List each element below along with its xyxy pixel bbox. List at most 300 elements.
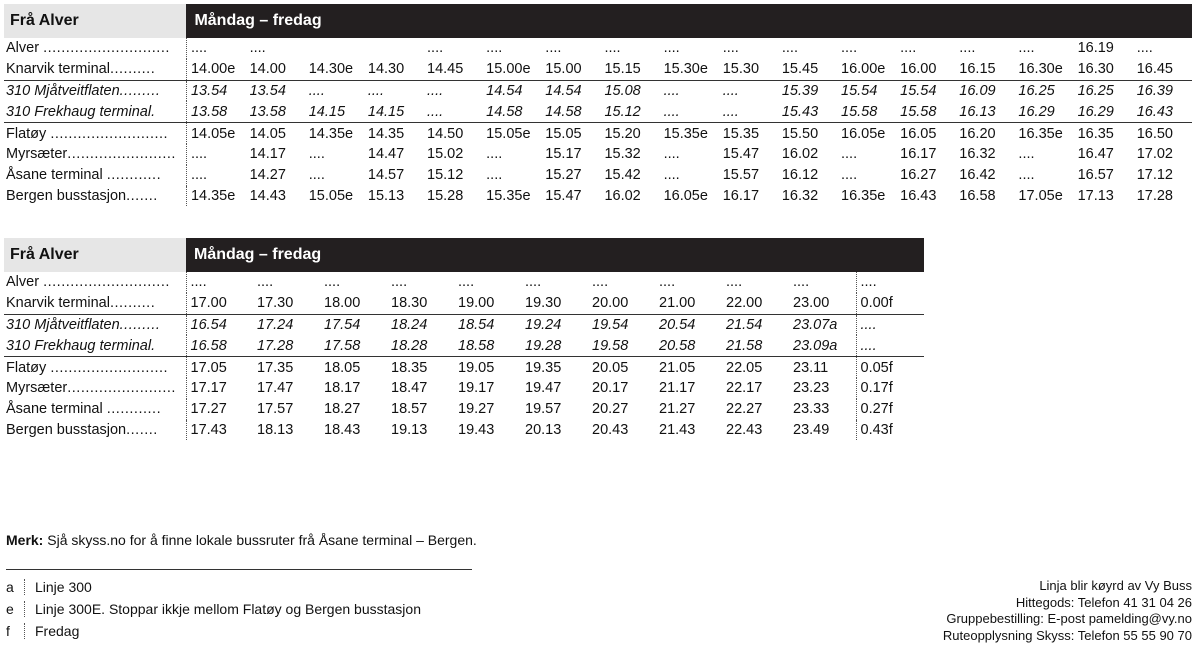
stop-name [4,272,186,293]
departure-time: 16.54 [186,314,253,335]
departure-time: 15.58 [896,101,955,122]
departure-time: 21.58 [722,335,789,356]
departure-time: 13.54 [246,80,305,101]
departure-time: 16.43 [1133,101,1192,122]
departure-time: 14.35 [367,125,405,142]
departure-time: 15.15 [604,61,641,78]
stop-label: 310 Frekhaug terminal [6,337,152,354]
leader-dots: .......... [109,61,156,78]
departure-time: 15.47 [722,146,760,163]
departure-time: 16.25 [1074,80,1133,101]
departure-time [305,38,364,59]
departure-time: 19.43 [458,421,495,438]
stop-label: Flatøy [6,359,51,376]
stop-label: Knarvik terminal [6,295,110,312]
days-label: Måndag – fredag [186,4,1192,38]
departure-time: 15.05e [308,187,354,204]
departure-time: 16.32 [781,187,819,204]
table-row [4,38,1192,59]
departure-time: 15.58 [837,101,896,122]
departure-time: 15.12 [427,167,464,184]
stop-name [4,293,186,314]
departure-time: 0.27f [856,399,924,420]
departure-time: .... [257,274,274,291]
departure-time: 16.58 [959,187,996,204]
departure-time: 19.35 [525,359,562,376]
departure-time: 17.54 [320,314,387,335]
departure-time: 23.33 [793,401,830,418]
departure-time: 17.28 [1136,187,1173,204]
footnote-f [6,623,79,639]
departure-time: 20.43 [592,421,629,438]
departure-time: .... [545,40,562,57]
departure-time: 15.35e [663,125,708,142]
departure-time: .... [663,146,680,163]
stop-label: Alver [6,40,44,57]
departure-time: 0.00f [856,293,924,314]
departure-time: .... [427,40,444,57]
table-row [4,123,1192,144]
departure-time: 20.13 [525,421,562,438]
departure-time: .... [781,40,798,57]
departure-time: .... [793,274,810,291]
departure-time: 17.05e [1018,187,1063,204]
departure-time: 17.05 [190,359,227,376]
departure-time: 16.19 [1077,40,1114,57]
departure-time: 16.30 [1077,61,1114,78]
departure-time [364,38,423,59]
departure-time: 14.15 [364,101,423,122]
table-row [4,186,1192,207]
departure-time: 16.05 [900,125,937,142]
departure-time: 21.27 [659,401,696,418]
footnote-text: Linje 300 [35,579,92,595]
departure-time: 16.43 [900,187,937,204]
departure-time: 16.29 [1074,101,1133,122]
departure-time: 17.57 [257,401,294,418]
lost-property-line: Hittegods: Telefon 41 31 04 26 [1015,594,1192,610]
stop-label: Alver [6,274,44,291]
departure-time: 14.00 [249,61,286,78]
departure-time: 15.47 [545,187,582,204]
departure-time: 22.43 [726,421,763,438]
note-label: Merk: [6,532,44,548]
departure-time: .... [190,146,208,163]
departure-time: 16.17 [900,146,937,163]
group-booking-line: Gruppebestilling: E-post pamelding@vy.no [946,611,1192,626]
departure-time: 15.08 [600,80,659,101]
departure-time: 18.47 [391,380,428,397]
departure-time: .... [900,40,917,57]
stop-name [4,38,186,59]
departure-time: 21.00 [659,295,696,312]
departure-time: 16.42 [959,167,996,184]
departure-time: 15.30 [722,61,760,78]
departure-time: .... [308,167,325,184]
departure-time: 16.17 [722,187,760,204]
departure-time: .... [423,80,482,101]
timetable-1 [4,4,1192,206]
departure-time: .... [1018,146,1035,163]
stop-label: Åsane terminal [6,167,107,184]
departure-time: 18.54 [454,314,521,335]
departure-time: 14.35e [308,125,354,142]
footnote-key: e [6,601,25,617]
departure-time: 15.05e [486,125,531,142]
departure-time: .... [190,40,208,57]
from-label: Frå Alver [4,4,186,38]
departure-time: 16.00 [900,61,937,78]
departure-time: 15.35e [486,187,531,204]
departure-time: .... [391,274,408,291]
timetable-2 [4,238,924,440]
departure-time: .... [856,272,924,293]
departure-time: 14.05 [249,125,286,142]
table-row [4,399,924,420]
departure-time: .... [190,167,208,184]
footnote-key: f [6,623,25,639]
departure-time: 14.54 [482,80,541,101]
departure-time: 22.17 [726,380,763,397]
departure-time: 23.07a [789,314,856,335]
stop-label: Flatøy [6,125,51,142]
stop-label: Åsane terminal [6,401,107,418]
stop-label: Bergen busstasjon [6,187,127,204]
table-row [4,293,924,314]
departure-time: 14.35e [190,187,236,204]
departure-time: 16.15 [959,61,996,78]
departure-time: 15.35 [722,125,760,142]
leader-dots: ........................ [67,380,176,397]
stop-label: 310 Mjåtveitflaten [6,82,120,99]
departure-time: .... [592,274,609,291]
departure-time: 15.45 [781,61,819,78]
leader-dots: . [151,103,156,120]
departure-time: 19.47 [525,380,562,397]
leader-dots: ............ [106,167,162,184]
departure-time: 23.11 [793,359,829,376]
departure-time: 16.35e [841,187,886,204]
stop-name [4,186,186,207]
departure-time: 18.35 [391,359,428,376]
departure-time: 23.49 [793,421,830,438]
departure-time: 17.24 [253,314,320,335]
departure-time: 17.27 [190,401,227,418]
departure-time: 18.13 [257,421,294,438]
departure-time: 17.13 [1077,187,1114,204]
departure-time: 17.28 [253,335,320,356]
stop-name [4,335,186,356]
departure-time: 16.20 [959,125,996,142]
footnote-key: a [6,579,25,595]
table-row [4,378,924,399]
stop-name [4,144,186,165]
departure-time: 19.28 [521,335,588,356]
departure-time: .... [719,80,778,101]
departure-time: .... [856,314,924,335]
departure-time: 17.58 [320,335,387,356]
departure-time: 16.29 [1014,101,1073,122]
departure-time: 15.30e [663,61,708,78]
departure-time: .... [604,40,621,57]
table-row [4,144,1192,165]
table-row [4,357,924,378]
departure-time: 13.54 [186,80,245,101]
footnote-e [6,601,421,617]
departure-time: .... [660,101,719,122]
departure-time: 14.58 [482,101,541,122]
departure-time: 14.30e [308,61,354,78]
departure-time: .... [324,274,341,291]
departure-time: 17.43 [190,421,227,438]
departure-time: 19.58 [588,335,655,356]
departure-time: 16.35e [1018,125,1063,142]
departure-time: 17.47 [257,380,294,397]
departure-time: .... [663,40,680,57]
departure-time: 19.13 [391,421,428,438]
departure-time: 23.00 [793,295,830,312]
leader-dots: ......... [119,316,161,333]
leader-dots: . [151,337,156,354]
departure-time: .... [660,80,719,101]
departure-time: 18.05 [324,359,361,376]
departure-time: 15.39 [778,80,837,101]
stop-label: 310 Frekhaug terminal [6,103,152,120]
departure-time: 16.25 [1014,80,1073,101]
departure-time: 16.02 [781,146,819,163]
note-text: Sjå skyss.no for å finne lokale bussruter frå Åsane terminal – Bergen. [43,532,477,548]
departure-time: 17.02 [1136,146,1173,163]
departure-time: .... [486,40,503,57]
departure-time: 19.57 [525,401,562,418]
departure-time: 16.58 [186,335,253,356]
departure-time: 14.58 [541,101,600,122]
leader-dots: ............ [106,401,162,418]
departure-time: 16.27 [900,167,937,184]
departure-time: 16.09 [955,80,1014,101]
departure-time: .... [364,80,423,101]
departure-time: 15.00 [545,61,582,78]
table-row [4,335,924,356]
departure-time: 23.23 [793,380,830,397]
departure-time: 17.12 [1136,167,1173,184]
stop-name [4,80,186,101]
footnote-text: Linje 300E. Stoppar ikkje mellom Flatøy og Bergen busstasjon [35,601,421,617]
departure-time: 21.05 [659,359,696,376]
departure-time: 15.32 [604,146,641,163]
stop-label: Bergen busstasjon [6,421,127,438]
departure-time: 14.47 [367,146,405,163]
stop-label: Myrsæter [6,380,68,397]
departure-time: 19.27 [458,401,495,418]
departure-time: 15.54 [837,80,896,101]
footnote-a [6,579,92,595]
departure-time: 18.28 [387,335,454,356]
stop-label: Myrsæter [6,146,68,163]
departure-time: 22.27 [726,401,763,418]
departure-time: 14.15 [305,101,364,122]
departure-time: .... [308,146,325,163]
from-label: Frå Alver [4,238,186,272]
leader-dots: ............................ [43,274,170,291]
departure-time: 16.57 [1077,167,1114,184]
leader-dots: ....... [126,421,158,438]
departure-time: 19.24 [521,314,588,335]
departure-time: 14.17 [249,146,286,163]
departure-time: .... [841,146,858,163]
departure-time: 19.00 [458,295,495,312]
departure-time: 18.00 [324,295,361,312]
departure-time: 16.35 [1077,125,1114,142]
note [6,532,477,548]
departure-time: 16.02 [604,187,641,204]
departure-time: 20.58 [655,335,722,356]
departure-time: 15.00e [486,61,531,78]
leader-dots: .......... [109,295,156,312]
departure-time: .... [486,167,503,184]
departure-time: 15.02 [427,146,464,163]
table-row [4,80,1192,101]
departure-time: 21.43 [659,421,696,438]
leader-dots: ....... [126,187,158,204]
departure-time: 20.05 [592,359,629,376]
departure-time: 20.54 [655,314,722,335]
departure-time: 20.27 [592,401,629,418]
departure-time: 13.58 [186,101,245,122]
departure-time: .... [190,274,207,291]
departure-time: 16.12 [781,167,819,184]
departure-time: 0.17f [856,378,924,399]
departure-time: 16.47 [1077,146,1114,163]
departure-time: 21.54 [722,314,789,335]
departure-time: 15.57 [722,167,760,184]
departure-time: 0.05f [856,357,924,378]
departure-time: 15.12 [600,101,659,122]
departure-time: .... [525,274,542,291]
table-row [4,314,924,335]
departure-time: .... [305,80,364,101]
departure-time: 22.05 [726,359,763,376]
departure-time: 18.57 [391,401,428,418]
departure-time: 18.58 [454,335,521,356]
departure-time: 14.27 [249,167,286,184]
stop-name [4,378,186,399]
departure-time: 18.24 [387,314,454,335]
footnote-text: Fredag [35,623,80,639]
departure-time: 18.17 [324,380,361,397]
departure-time: 14.43 [249,187,286,204]
departure-time: 15.43 [778,101,837,122]
departure-time: 16.05e [663,187,708,204]
leader-dots: ......... [119,82,161,99]
operator-line: Linja blir køyrd av Vy Buss [1039,578,1192,593]
departure-time: 18.27 [324,401,361,418]
stop-name [4,123,186,144]
departure-time: 13.58 [246,101,305,122]
departure-time: 15.17 [545,146,582,163]
departure-time: 16.32 [959,146,996,163]
departure-time: 23.09a [789,335,856,356]
table-row [4,165,1192,186]
departure-time: 21.17 [659,380,696,397]
departure-time: 15.54 [896,80,955,101]
departure-time: .... [959,40,976,57]
departure-time: .... [486,146,503,163]
departure-time: 15.27 [545,167,582,184]
stop-label: 310 Mjåtveitflaten [6,316,120,333]
departure-time: 16.05e [841,125,886,142]
stop-name [4,165,186,186]
operator-info [943,578,1192,644]
departure-time: 14.57 [367,167,405,184]
departure-time: .... [719,101,778,122]
departure-time: .... [659,274,676,291]
departure-time: .... [722,40,739,57]
departure-time: .... [663,167,680,184]
departure-time: 17.30 [257,295,294,312]
stop-label: Knarvik terminal [6,61,110,78]
departure-time: 16.13 [955,101,1014,122]
days-label: Måndag – fredag [186,238,924,272]
departure-time: 15.28 [427,187,464,204]
departure-time: .... [856,335,924,356]
route-info-line: Ruteopplysning Skyss: Telefon 55 55 90 70 [942,627,1192,643]
departure-time: 16.50 [1136,125,1173,142]
departure-time: .... [458,274,475,291]
leader-dots: ............................ [43,40,170,57]
table-header [4,238,924,272]
departure-time: 19.30 [525,295,562,312]
leader-dots: ........................ [67,146,176,163]
departure-time: 18.30 [391,295,428,312]
footnote-divider [6,569,472,570]
departure-time: 20.17 [592,380,629,397]
departure-time: 15.50 [781,125,819,142]
departure-time: .... [841,167,858,184]
departure-time: 14.05e [190,125,236,142]
departure-time: .... [726,274,743,291]
leader-dots: .......................... [50,359,169,376]
departure-time: 16.39 [1133,80,1192,101]
departure-time: 17.00 [190,295,227,312]
stop-name [4,314,186,335]
departure-time: 16.45 [1136,61,1173,78]
departure-time: .... [249,40,266,57]
departure-time: 17.35 [257,359,294,376]
departure-time: 14.50 [427,125,464,142]
departure-time: .... [1018,40,1035,57]
table-row [4,59,1192,80]
departure-time: .... [841,40,858,57]
table-header [4,4,1192,38]
departure-time: 15.13 [367,187,405,204]
departure-time: 18.43 [324,421,361,438]
departure-time: 15.42 [604,167,641,184]
departure-time: 22.00 [726,295,763,312]
departure-time: 19.05 [458,359,495,376]
stop-name [4,399,186,420]
departure-time: 15.20 [604,125,641,142]
departure-time: 16.30e [1018,61,1063,78]
stop-name [4,357,186,378]
table-row [4,272,924,293]
departure-time: 16.00e [841,61,886,78]
stop-name [4,59,186,80]
departure-time: 19.17 [458,380,495,397]
departure-time: 0.43f [856,420,924,441]
table-row [4,420,924,441]
table-row [4,101,1192,122]
